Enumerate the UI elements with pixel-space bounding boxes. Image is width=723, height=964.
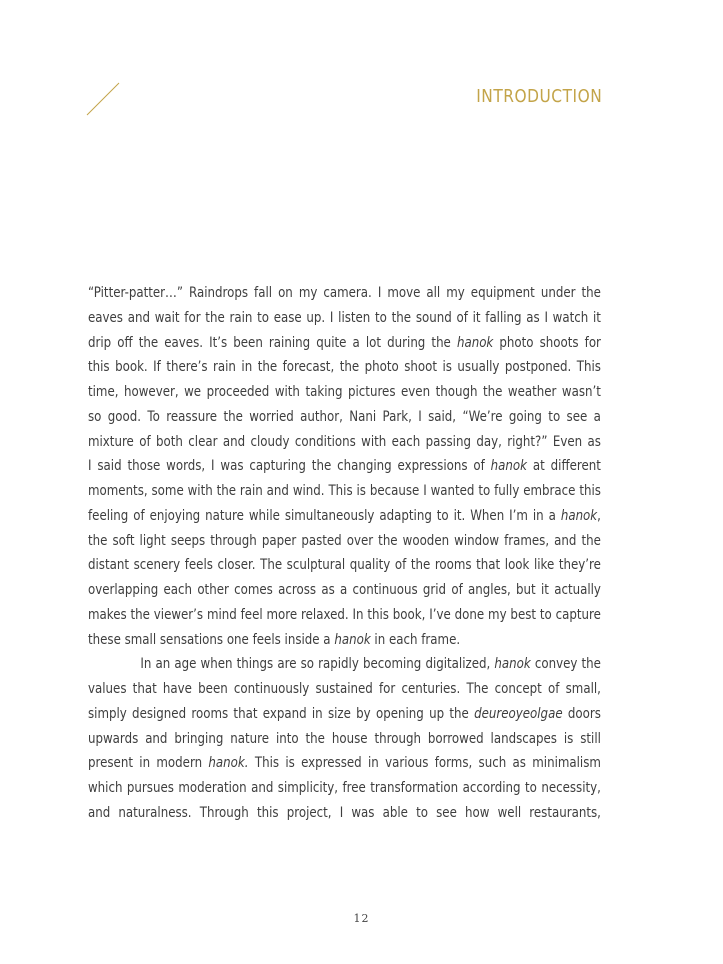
italic-term: hanok [456, 334, 494, 351]
text-line [88, 727, 601, 752]
text-line [88, 529, 601, 554]
italic-term: hanok [494, 656, 531, 673]
text-line [88, 677, 601, 702]
text-line [88, 355, 601, 380]
text-segment: photo shoots for [493, 334, 601, 351]
text-segment: which pursues moderation and simplicity, free transformation according to necessity, [88, 780, 601, 796]
text-line [88, 430, 601, 455]
text-line [88, 751, 601, 776]
body-text [88, 281, 601, 826]
text-segment: eaves and wait for the rain to ease up. I listen to the sound of it falling as I watch it [88, 309, 601, 326]
text-segment: present in modern [88, 755, 209, 772]
text-segment: values that have been continuously sustained for centuries. The concept of small, [88, 681, 601, 697]
text-line [88, 801, 601, 826]
text-line [88, 652, 601, 677]
text-line [88, 578, 601, 603]
text-line [88, 405, 601, 430]
text-segment: , [597, 507, 601, 524]
text-line [88, 331, 601, 356]
text-segment: makes the viewer’s mind feel more relaxed. In this book, I’ve done my best to capture [88, 606, 601, 623]
text-line [88, 504, 601, 529]
italic-term: hanok [490, 458, 528, 475]
text-segment: I said those words, I was capturing the changing expressions of [88, 458, 491, 475]
text-segment: This is expressed in various forms, such as minimalism [248, 755, 601, 772]
page-number: 12 [353, 912, 370, 925]
text-line [88, 702, 601, 727]
text-segment: simply designed rooms that expand in size by opening up the [88, 705, 475, 722]
text-segment: in each frame. [370, 631, 461, 648]
text-segment: “Pitter-patter…” Raindrops fall on my camera. I move all my equipment under the [88, 285, 601, 301]
diagonal-line-ornament [86, 82, 120, 116]
text-segment: distant scenery feels closer. The sculptural quality of the rooms that look like they’re [88, 557, 601, 574]
text-line [88, 553, 601, 578]
text-segment: convey the [530, 656, 601, 673]
text-segment: moments, some with the rain and wind. This is because I wanted to fully embrace this [88, 483, 601, 499]
paragraph-1 [88, 281, 601, 652]
text-line [88, 628, 601, 653]
text-segment: this book. If there’s rain in the forecast, the photo shoot is usually postponed. This [88, 359, 601, 376]
text-segment: and naturalness. Through this project, I was able to see how well restaurants, [88, 804, 601, 821]
text-segment: feeling of enjoying nature while simultaneously adapting to it. When I’m in a [88, 507, 561, 524]
italic-term: hanok [334, 631, 371, 648]
text-segment: these small sensations one feels inside a [88, 631, 335, 648]
text-segment: at different [527, 458, 601, 475]
italic-term: hanok [560, 507, 598, 524]
text-segment: mixture of both clear and cloudy conditions with each passing day, right?” Even as [88, 433, 601, 450]
text-line [88, 776, 601, 801]
text-line [88, 454, 601, 479]
text-line [88, 281, 601, 306]
text-segment: so good. To reassure the worried author, Nani Park, I said, “We’re going to see a [88, 408, 601, 425]
text-segment: time, however, we proceeded with taking pictures even though the weather wasn’t [88, 384, 601, 400]
italic-term: deureoyeolgae [474, 705, 563, 722]
text-segment: overlapping each other comes across as a continuous grid of angles, but it actually [88, 582, 601, 598]
text-segment: In an age when things are so rapidly becoming digitalized, [140, 656, 495, 673]
italic-term: hanok. [208, 755, 249, 772]
text-segment: drip off the eaves. It’s been raining quite a lot during the [88, 334, 457, 351]
text-line [88, 380, 601, 405]
paragraph-2 [88, 652, 601, 825]
text-line [88, 479, 601, 504]
text-segment: upwards and bringing nature into the house through borrowed landscapes is still [88, 730, 601, 747]
text-segment: doors [562, 705, 601, 722]
text-segment: the soft light seeps through paper pasted over the wooden window frames, and the [88, 532, 601, 549]
section-title: INTRODUCTION [475, 87, 602, 107]
text-line [88, 603, 601, 628]
text-line [88, 306, 601, 331]
